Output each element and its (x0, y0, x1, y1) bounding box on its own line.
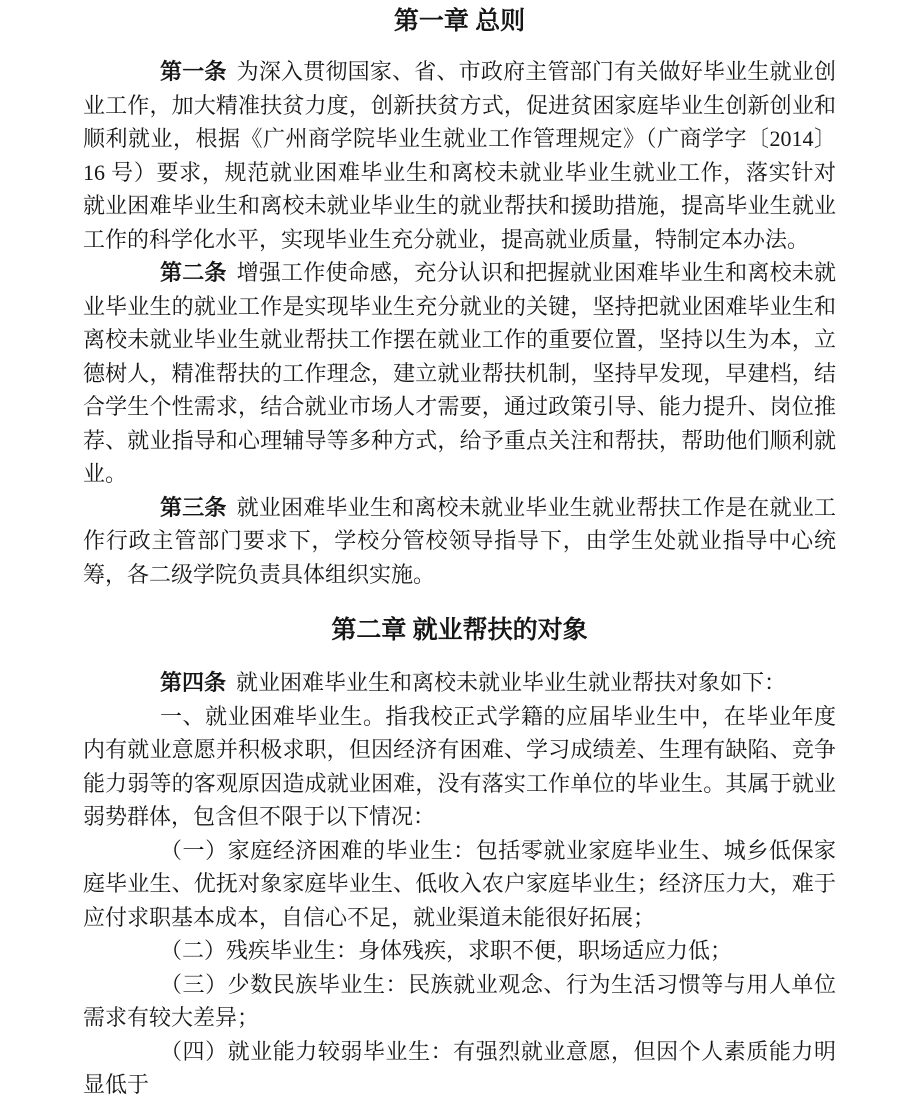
subitem-1-text: （一）家庭经济困难的毕业生：包括零就业家庭毕业生、城乡低保家庭毕业生、优抚对象家庭毕业生、低收入农户家庭毕业生；经济压力大，难于应付求职基本成本，自信心不足，就业渠道未能很好拓展； (83, 837, 836, 930)
item-1-text: 一、就业困难毕业生。指我校正式学籍的应届毕业生中，在毕业年度内有就业意愿并积极求职，但因经济有困难、学习成绩差、生理有缺陷、竞争能力弱等的客观原因造成就业困难，没有落实工作单位的毕业生。其属于就业弱势群体，包含但不限于以下情况： (83, 703, 836, 829)
article-4-label: 第四条 (160, 670, 227, 695)
article-3-label: 第三条 (160, 494, 227, 520)
article-2-paragraph (83, 256, 836, 491)
subitem-1-paragraph (83, 834, 836, 935)
chapter-2-heading: 第二章 就业帮扶的对象 (331, 617, 588, 644)
article-3-paragraph (83, 491, 836, 592)
chapter-1-heading: 第一章 总则 (393, 8, 526, 35)
subitem-4-text: （四）就业能力较弱毕业生：有强烈就业意愿，但因个人素质能力明显低于 (83, 1038, 836, 1097)
article-4-paragraph (83, 666, 836, 700)
item-1-paragraph (83, 700, 836, 834)
article-2-label: 第二条 (160, 260, 227, 285)
article-4-text: 就业困难毕业生和离校未就业毕业生就业帮扶对象如下： (236, 670, 787, 695)
subitem-4-paragraph (83, 1035, 836, 1102)
article-2-text: 增强工作使命感，充分认识和把握就业困难毕业生和离校未就业毕业生的就业工作是实现毕业生充分就业的关键，坚持把就业困难毕业生和离校未就业毕业生就业帮扶工作摆在就业工作的重要位置，坚持以生为本，立德树人，精准帮扶的工作理念，建立就业帮扶机制，坚持早发现，早建档，结合学生个性需求，结合就业市场人才需要，通过政策引导、能力提升、岗位推荐、就业指导和心理辅导等多种方式，给予重点关注和帮扶，帮助他们顺利就业。 (83, 260, 836, 486)
subitem-2-text: （二）残疾毕业生：身体残疾，求职不便，职场适应力低； (160, 938, 733, 963)
article-1-paragraph (83, 55, 836, 256)
subitem-3-paragraph (83, 968, 836, 1035)
article-1-text: 为深入贯彻国家、省、市政府主管部门有关做好毕业生就业创业工作，加大精准扶贫力度，创新扶贫方式，促进贫困家庭毕业生创新创业和顺利就业，根据《广州商学院毕业生就业工作管理规定》（广商学字〔2014〕16 号）要求，规范就业困难毕业生和离校未就业毕业生就业工作，落实针对就业困难毕业生和离校未就业毕业生的就业帮扶和援助措施，提高毕业生就业工作的科学化水平，实现毕业生充分就业，提高就业质量，特制定本办法。 (83, 59, 836, 252)
subitem-3-text: （三）少数民族毕业生：民族就业观念、行为生活习惯等与用人单位需求有较大差异； (83, 971, 836, 1030)
article-1-label: 第一条 (160, 59, 227, 84)
subitem-2-paragraph (83, 934, 836, 968)
article-3-text: 就业困难毕业生和离校未就业毕业生就业帮扶工作是在就业工作行政主管部门要求下，学校分管校领导指导下，由学生处就业指导中心统筹，各二级学院负责具体组织实施。 (83, 494, 836, 587)
